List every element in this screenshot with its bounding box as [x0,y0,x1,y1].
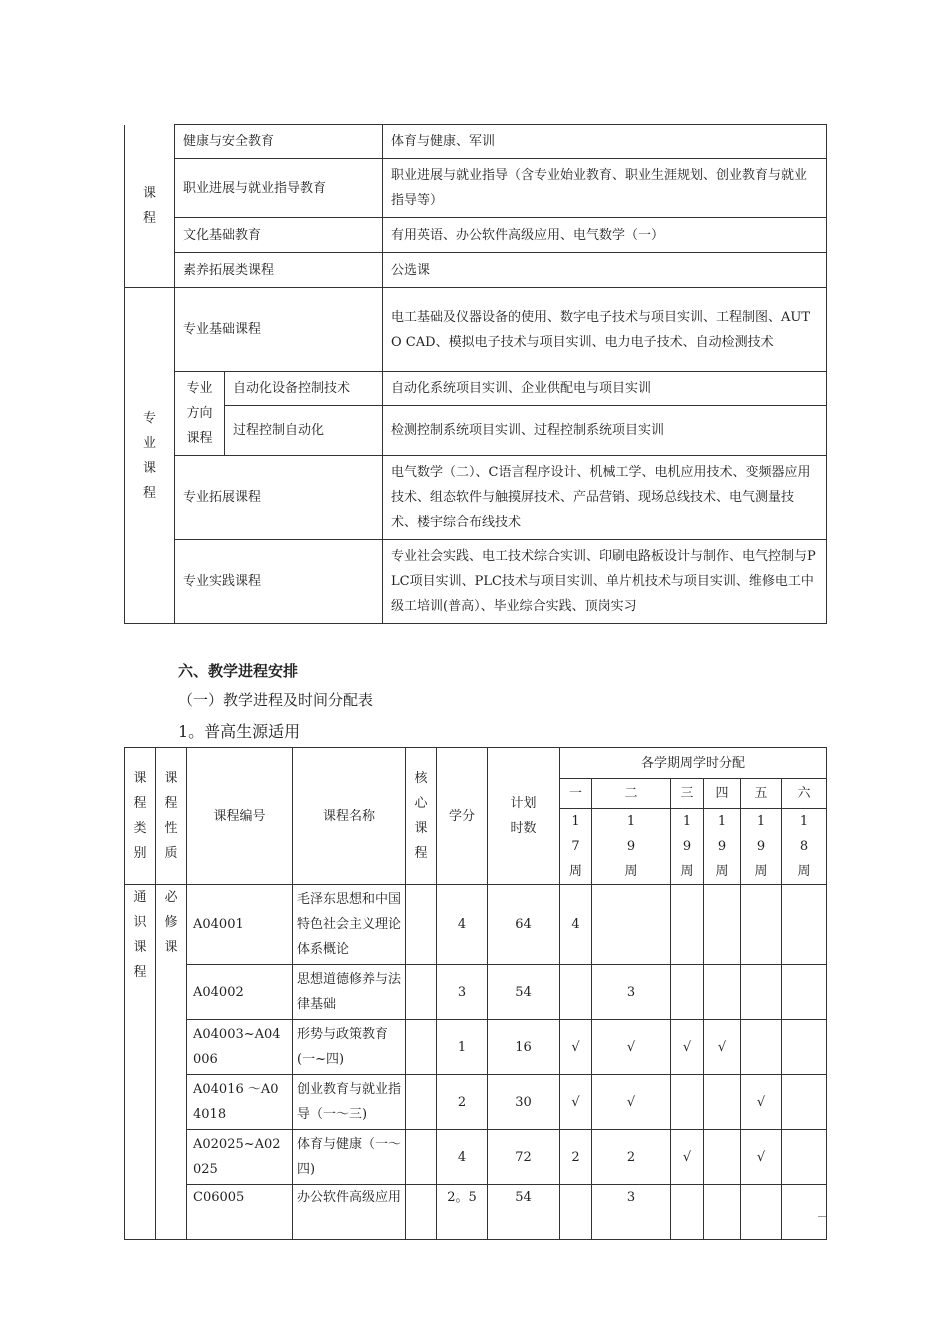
semester-hours [741,1020,782,1075]
row-label: 自动化设备控制技术 [225,372,383,406]
semester-hours [671,1185,704,1240]
semester-header: 二 [592,779,671,809]
header-hours: 计划时数 [488,748,560,885]
table-row [125,965,827,1020]
hours-value: 72 [488,1130,560,1185]
row-label: 专业基础课程 [175,288,383,372]
semester-hours [592,885,671,965]
row-content: 公选课 [383,253,827,288]
semester-hours [560,1185,592,1240]
core-flag [406,1020,437,1075]
semester-hours [704,965,741,1020]
semester-hours [671,1075,704,1130]
subsection-heading: （一）教学进程及时间分配表 [178,691,374,709]
course-code: C06005 [187,1185,293,1240]
semester-hours [560,965,592,1020]
hours-value: 16 [488,1020,560,1075]
semester-hours [671,965,704,1020]
row-label: 专业拓展课程 [175,456,383,540]
semester-hours [782,1185,827,1240]
semester-weeks: 19周 [671,809,704,885]
semester-weeks: 19周 [741,809,782,885]
table-row [125,1075,827,1130]
row-content: 专业社会实践、电工技术综合实训、印刷电路板设计与制作、电气控制与PLC项目实训、PLC技术与项目实训、单片机技术与项目实训、维修电工中级工培训(普高）、毕业综合实践、顶岗实习 [383,540,827,624]
course-code: A04001 [187,885,293,965]
row-content: 电气数学（二）、C语言程序设计、机械工学、电机应用技术、变频器应用技术、组态软件与触摸屏技术、产品营销、现场总线技术、电气测量技术、楼宇综合布线技术 [383,456,827,540]
row-label: 职业进展与就业指导教育 [175,159,383,218]
semester-hours: √ [560,1020,592,1075]
semester-hours [704,1185,741,1240]
nature-cell: 必修课 [156,885,187,1240]
direction-label: 专业方向课程 [175,372,225,456]
semester-header: 五 [741,779,782,809]
semester-header: 六 [782,779,827,809]
credit-value: 2 [437,1075,488,1130]
row-label: 健康与安全教育 [175,125,383,159]
course-structure-table [124,124,827,624]
semester-hours: √ [704,1020,741,1075]
row-label: 素养拓展类课程 [175,253,383,288]
header-weekly: 各学期周学时分配 [560,748,827,779]
hours-value: 54 [488,1185,560,1240]
semester-weeks: 19周 [704,809,741,885]
item-heading: 1。普高生源适用 [178,722,301,741]
semester-hours [782,885,827,965]
core-flag [406,1130,437,1185]
semester-hours [741,885,782,965]
semester-hours: √ [671,1130,704,1185]
schedule-table [124,747,827,1240]
table-edge-mark [818,1216,826,1217]
credit-value: 2。5 [437,1185,488,1240]
category-cell: 通识课程 [125,885,156,1240]
semester-hours: √ [560,1075,592,1130]
header-name: 课程名称 [293,748,406,885]
semester-hours [782,1130,827,1185]
semester-hours: √ [741,1075,782,1130]
credit-value: 4 [437,1130,488,1185]
header-nature: 课程性质 [156,748,187,885]
semester-header: 四 [704,779,741,809]
row-label: 专业实践课程 [175,540,383,624]
core-flag [406,1075,437,1130]
semester-hours: 4 [560,885,592,965]
row-content: 体育与健康、军训 [383,125,827,159]
course-name: 创业教育与就业指导（一～三) [293,1075,406,1130]
row-label: 过程控制自动化 [225,406,383,456]
semester-hours [741,965,782,1020]
semester-hours [782,965,827,1020]
row-content: 自动化系统项目实训、企业供配电与项目实训 [383,372,827,406]
semester-hours: √ [741,1130,782,1185]
credit-value: 4 [437,885,488,965]
semester-hours [782,1075,827,1130]
row-content: 职业进展与就业指导（含专业始业教育、职业生涯规划、创业教育与就业指导等） [383,159,827,218]
semester-hours: 2 [560,1130,592,1185]
section-heading: 六、教学进程安排 [178,662,299,680]
semester-hours [671,885,704,965]
row-content: 检测控制系统项目实训、过程控制系统项目实训 [383,406,827,456]
course-code: A04002 [187,965,293,1020]
header-category: 课程类别 [125,748,156,885]
credit-value: 3 [437,965,488,1020]
header-credit: 学分 [437,748,488,885]
semester-hours: 3 [592,965,671,1020]
course-name: 思想道德修养与法律基础 [293,965,406,1020]
header-core: 核心课程 [406,748,437,885]
course-name: 体育与健康（一～四) [293,1130,406,1185]
semester-hours [704,1130,741,1185]
semester-weeks: 19周 [592,809,671,885]
semester-hours: √ [671,1020,704,1075]
core-flag [406,965,437,1020]
table-row [125,1020,827,1075]
semester-hours [704,1075,741,1130]
semester-hours: √ [592,1075,671,1130]
semester-hours: 2 [592,1130,671,1185]
row-content: 电工基础及仪器设备的使用、数字电子技术与项目实训、工程制图、AUTO CAD、模拟电子技术与项目实训、电力电子技术、自动检测技术 [383,288,827,372]
core-flag [406,885,437,965]
course-name: 办公软件高级应用 [293,1185,406,1240]
hours-value: 54 [488,965,560,1020]
semester-weeks: 18周 [782,809,827,885]
hours-value: 30 [488,1075,560,1130]
table-row [125,1130,827,1185]
semester-hours [782,1020,827,1075]
row-content: 有用英语、办公软件高级应用、电气数学（一） [383,218,827,253]
table-row [125,1185,827,1240]
header-code: 课程编号 [187,748,293,885]
course-code: A04003~A04006 [187,1020,293,1075]
course-name: 毛泽东思想和中国特色社会主义理论体系概论 [293,885,406,965]
semester-hours [704,885,741,965]
course-code: A02025~A02025 [187,1130,293,1185]
semester-hours: √ [592,1020,671,1075]
course-name: 形势与政策教育(一~四) [293,1020,406,1075]
semester-hours [741,1185,782,1240]
semester-weeks: 17周 [560,809,592,885]
hours-value: 64 [488,885,560,965]
semester-header: 三 [671,779,704,809]
semester-hours: 3 [592,1185,671,1240]
core-flag [406,1185,437,1240]
course-code: A04016 ～A04018 [187,1075,293,1130]
credit-value: 1 [437,1020,488,1075]
table-row [125,885,827,965]
row-label: 文化基础教育 [175,218,383,253]
group-label-major: 专业课程 [125,288,175,624]
semester-header: 一 [560,779,592,809]
group-label-course: 课程 [125,125,175,288]
